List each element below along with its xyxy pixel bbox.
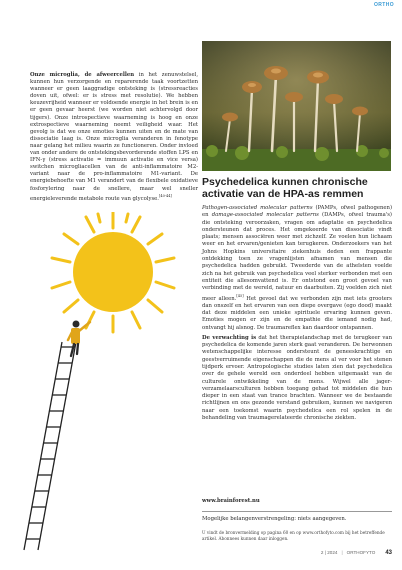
footer-separator: |	[341, 550, 343, 555]
para2-lead: De verwachting is	[202, 334, 257, 341]
text-run: (PAMPs, ofwel pathogenen) en	[202, 205, 393, 219]
magazine-name: ORTHOFYTO	[346, 550, 376, 555]
website-link[interactable]: www.brainforest.nu	[202, 498, 260, 504]
conflict-of-interest: Mogelijke belangenverstrengeling: niets aangegeven.	[202, 511, 392, 522]
ref-45: [45]	[236, 293, 244, 298]
page-number: 43	[385, 550, 392, 556]
text-run: Het gevoel dat we verbonden zijn met iets grooters dan onszelf en het ervaren van een diepe overgave (ego dood) maakt dat deze middelen een unieke spirituele ervaring kunnen geven. Emoties mogen er zijn en de empathie die iemand nodig had, ontvangt hij alsnog. De traumareflex kan daardoor ontspannen.	[202, 295, 392, 331]
left-column-text	[30, 72, 198, 202]
article-paragraph-2	[202, 335, 392, 423]
term-pamps: Pathogen-associated molecular patterns	[202, 205, 313, 211]
source-footnote: U vindt de bronvermelding op pagina 60 en op www.orthofyto.com bij het betreffende artikel. Abonnees kunnen daar inloggen.	[202, 530, 385, 541]
left-body: in het zenuwstelsel, kunnen hun verzorgende en reparerende taak voortzetten wanneer er geen laaggradige ontsteking is (stressreacties doven uit, ofwel: er is stress met resolutie). We hebben keuzevrijheid wanneer er voldoende energie in het brein is en er geen gevaar heerst (we worden niet achtervolgd door tijgers). Onze introspectieve waarneming is hoog en onze extrospectieve waarneming neemt veiligheid waar. Het gevolg is dat we onze emoties kunnen uiten en de mate van dissociatie laag is. Onze microglia veranderen in fenotype naar gelang het milieu waarin ze functioneren. Onder invloed van onder andere de ontstekingsbevorderende stoffen LPS en IFN-γ (stress activatie = immuun activatie en vice versa) switchen microgliacellen van de anti-inflammatoire M2-variant naar de pro-inflammatoire M1-variant. De energiebehoefte van M1 verandert van de flexibele oxidatieve fosforylering naar de snellere, maar wel sneller energieleverende metabole route van glycolyse.	[30, 72, 198, 202]
top-bar	[0, 0, 402, 12]
left-lead-bold: Onze microglia, de afweercellen	[30, 72, 135, 78]
mushroom-photo	[202, 41, 391, 171]
section-tag: ORTHO	[373, 2, 394, 8]
text-run: (DAMPs, ofwel trauma's) die ontsteking veroorzaken, vragen om adaptatie en psychedelica ondersteunen dat proces. Het omgekeerde van dissociatie vindt plaats; mensen associëren weer met zichzelf. Ze voelen hun lichaam weer en het ervaren/genieten kan terugkeren. Onderzoekers van het Johns Hopkins universitaire ziekenhuis deden een frappante ontdekking toen ze vragenlijsten afnamen van mensen die psychedelica hadden gebruikt. Tweederde van de atheïsten voelde zich na het gebruik van psychedelica veel sterker verbonden met een entiteit die allesomvattend is. Er ontstond een groot gevoel van verbinding met de wereld, natuur en daarbuiten. Zij voelden zich niet meer alleen.	[202, 212, 392, 302]
text-run: dat het therapielandschap met de terugkeer van psychedelica de komende jaren sterk gaat veranderen. De herwonnen wetenschappelijke interesse ondersteunt de geneeskrachtige en geestverruimende eigenschappen die de mens al ver voor het stenen tijdperk ervoer. Antropologische studies laten zien dat psychedelica over de gehele wereld een onderdeel hebben uitgemaakt van de culturele ontwikkeling van de mens. Wijwel alle jager-verzamelaarsculturen hebben toegang gehad tot middelen die hun dieper in een staat van trance brachten. Wanneer we de bestaande richtlijnen en ons gezonde verstand gebruiken, kunnen we navigeren naar een toekomst waarin psychedelica een rol spelen in de behandeling van traumagerelateerde chronische ziekten.	[202, 334, 392, 422]
article-paragraph-1	[202, 205, 392, 332]
climbing-person	[68, 321, 90, 357]
issue-number: 2 | 2024	[320, 550, 338, 555]
article-heading: Psychedelica kunnen chronische activatie van de HPA-as remmen	[202, 176, 368, 200]
sun	[73, 232, 153, 312]
page-footer	[321, 550, 392, 556]
article-body	[202, 205, 392, 425]
ladder-sun-illustration	[18, 212, 204, 552]
term-damps: damage-associated molecular patterns	[211, 212, 319, 219]
ladder	[24, 342, 76, 550]
left-refs: [40-44]	[159, 193, 172, 198]
